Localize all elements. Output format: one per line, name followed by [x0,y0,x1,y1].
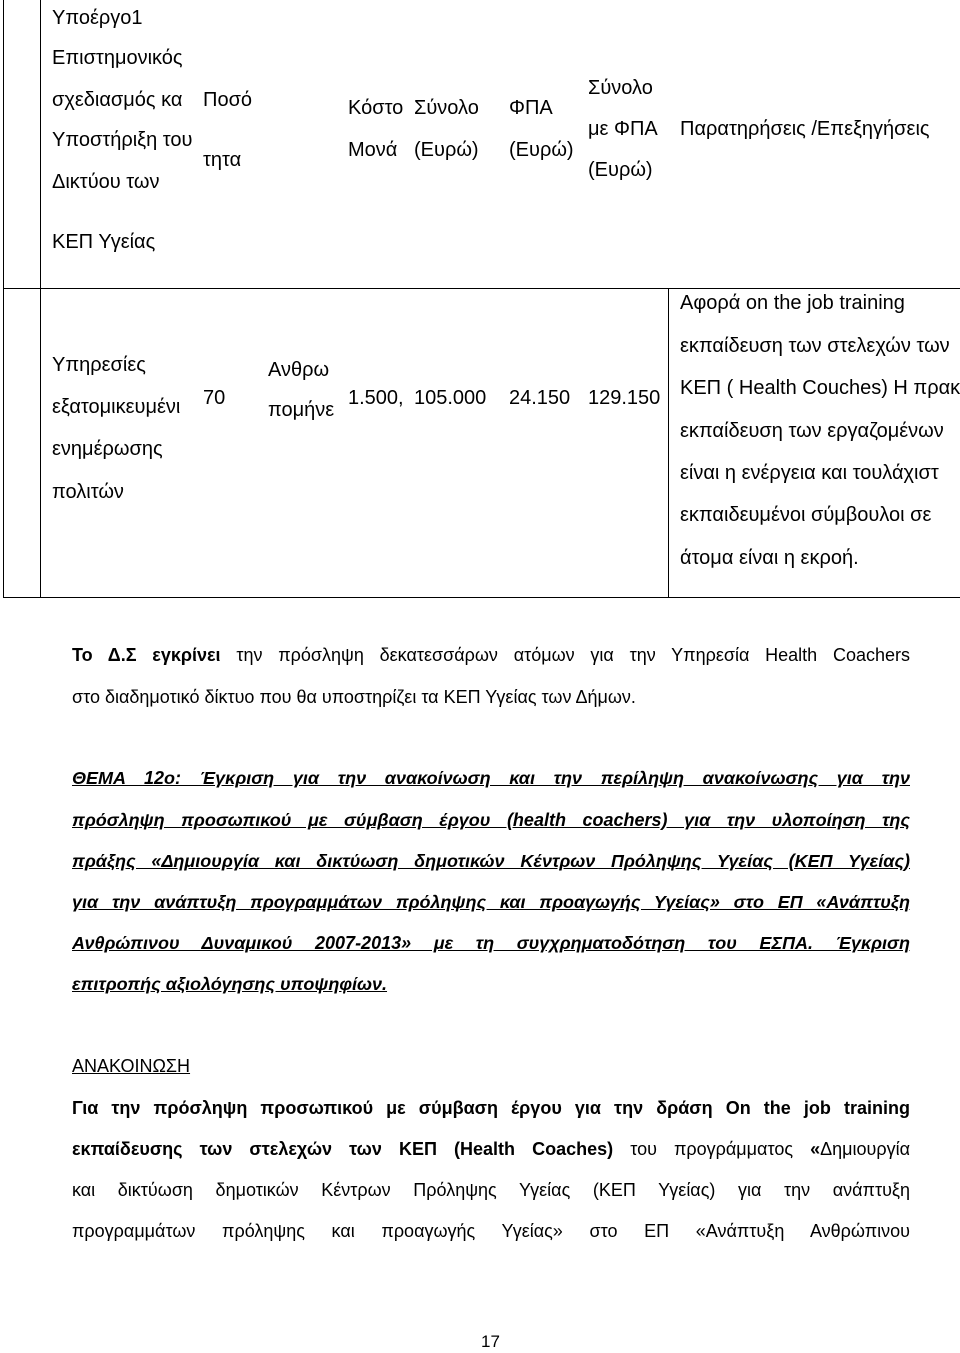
row-total-with-vat-value: 129.150 [588,387,661,409]
table-remarks-divider [668,288,669,598]
subject-line: πράξης «Δημιουργία και δικτύωση δημοτικών Κέντρων Πρόληψης Υγείας (ΚΕΠ Υγείας) [72,851,910,871]
row-remarks-line: εκπαίδευση των στελεχών των [680,335,950,357]
header-unit-cost-line: Κόστο [348,97,404,119]
header-unit-cost-line: Μονά [348,139,398,161]
header-subproject-line: σχεδιασμός κα [52,89,183,111]
header-vat-line: (Ευρώ) [509,139,574,161]
approval-paragraph-line: στο διαδημοτικό δίκτυο που θα υποστηρίζει τα ΚΕΠ Υγείας των Δήμων. [72,687,636,707]
row-remarks-line: Αφορά on the job training [680,292,905,314]
approval-paragraph-line [72,643,910,667]
header-subproject-line: ΚΕΠ Υγείας [52,231,156,253]
subject-line: για την ανάπτυξη προγραμμάτων πρόληψης και προαγωγής Υγείας» στο ΕΠ «Ανάπτυξη [72,892,910,912]
row-unit-cost-value: 1.500, [348,387,404,409]
header-quantity-line: Ποσό [203,89,253,111]
subject-line: πρόσληψη προσωπικού με σύμβαση έργου (health coachers) για την υλοποίηση της [72,810,910,830]
announcement-line: και δικτύωση δημοτικών Κέντρων Πρόληψης Υγείας (ΚΕΠ Υγείας) για την ανάπτυξη [72,1180,910,1200]
announcement-line: Για την πρόσληψη προσωπικού με σύμβαση έργου για την δράση On the job training [72,1098,910,1118]
header-vat-line: ΦΠΑ [509,97,553,119]
row-service-line: ενημέρωσης [52,438,163,460]
announcement-quote-mark: « [810,1139,821,1159]
row-unit-line: Ανθρω [268,359,330,381]
header-unit-cost-cell [348,0,406,288]
table-left-border [3,0,4,598]
row-quantity-value: 70 [203,387,226,409]
announcement-text: του προγράμματος [613,1139,811,1159]
row-service-line: πολιτών [52,481,124,503]
row-unit-cell [268,288,340,597]
header-subproject-line: Επιστημονικός [52,47,183,69]
header-total-with-vat-line: (Ευρώ) [588,159,653,181]
row-service-line: εξατομικευμένι [52,396,181,418]
header-quantity-cell [203,0,262,288]
row-quantity-cell [203,288,262,597]
approval-bold-text: Το Δ.Σ εγκρίνει [72,645,221,665]
row-unit-line: πομήνε [268,399,335,421]
table-bottom-border [3,597,960,598]
header-quantity-line: τητα [203,149,242,171]
subject-line: επιτροπής αξιολόγησης υποψηφίων. [72,974,388,994]
header-total-with-vat-cell [588,0,666,288]
row-remarks-line: εκπαιδευμένοι σύμβουλοι σε [680,504,932,526]
header-total-with-vat-line: Σύνολο [588,77,653,99]
header-total-cell [414,0,496,288]
approval-text: την πρόσληψη δεκατεσσάρων ατόμων για την Υπηρεσία Health Coachers [220,645,910,665]
header-total-line: Σύνολο [414,97,479,119]
announcement-text: Δημιουργία [820,1139,910,1159]
header-subproject-line: Υποστήριξη του [52,129,193,151]
announcement-line: προγραμμάτων πρόληψης και προαγωγής Υγείας» στο ΕΠ «Ανάπτυξη Ανθρώπινου [72,1221,910,1241]
row-total-cell [414,288,496,597]
announcement-bold-text: εκπαίδευσης των στελεχών των ΚΕΠ (Health Coaches) [72,1139,614,1159]
row-remarks-line: ΚΕΠ ( Health Couches) Η πρακ [680,377,960,399]
row-remarks-line: είναι η ενέργεια και τουλάχιστ [680,462,939,484]
row-remarks-cell [680,288,960,597]
row-total-with-vat-cell [588,288,666,597]
page-number: 17 [481,1332,500,1351]
header-subproject-cell [52,0,196,288]
row-vat-value: 24.150 [509,387,571,409]
row-service-cell [52,288,196,597]
row-service-line: Υπηρεσίες [52,354,146,376]
announcement-heading [72,1054,910,1078]
announcement-heading-text: ΑΝΑΚΟΙΝΩΣΗ [72,1056,191,1076]
row-remarks-line: εκπαίδευση των εργαζομένων [680,420,944,442]
row-vat-cell [509,288,577,597]
announcement-line [72,1137,910,1161]
row-remarks-line: άτομα είναι η εκροή. [680,547,859,569]
row-unit-cost-cell [348,288,406,597]
header-total-line: (Ευρώ) [414,139,479,161]
table-column-divider [40,0,41,598]
row-total-value: 105.000 [414,387,487,409]
header-total-with-vat-line: με ΦΠΑ [588,118,658,140]
header-subproject-line: Δικτύου των [52,171,160,193]
header-remarks-cell [680,0,960,288]
subject-line: Ανθρώπινου Δυναμικού 2007-2013» με τη συγχρηματοδότηση του ΕΣΠΑ. Έγκριση [72,933,910,953]
header-subproject-line: Υποέργο1 [52,7,143,29]
header-vat-cell [509,0,577,288]
subject-line: ΘΕΜΑ 12ο: Έγκριση για την ανακοίνωση και την περίληψη ανακοίνωσης για την [72,768,910,788]
header-remarks-label: Παρατηρήσεις /Επεξηγήσεις [680,118,930,140]
